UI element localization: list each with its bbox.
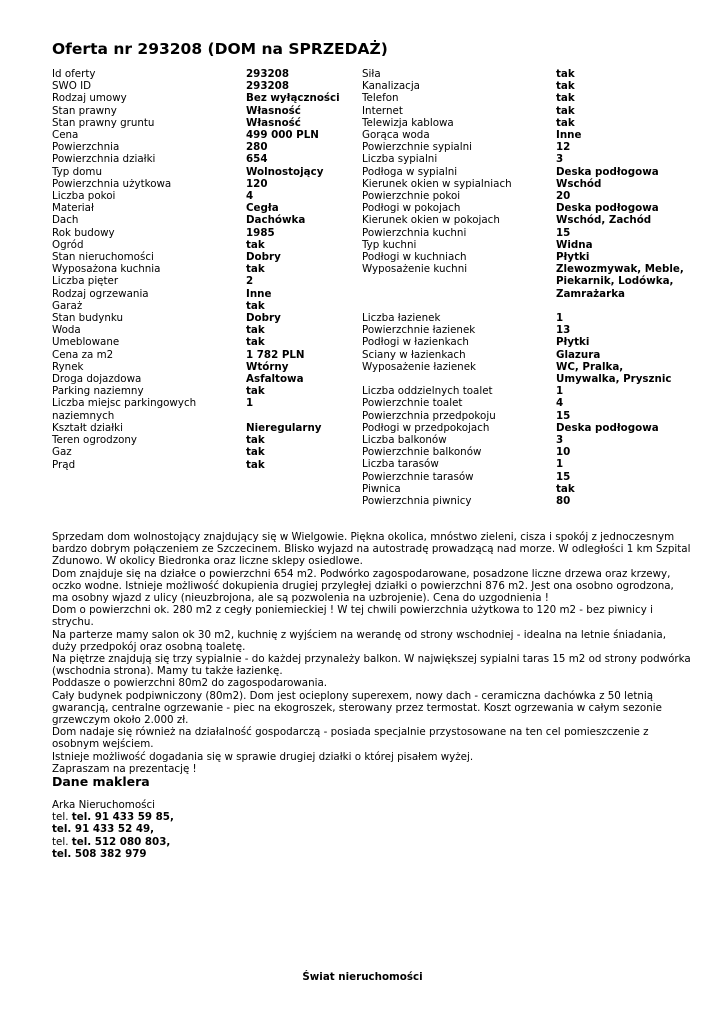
detail-label: Stan prawny gruntu [52, 116, 155, 129]
detail-label: Parking naziemny [52, 385, 144, 398]
detail-label: Rodzaj umowy [52, 92, 127, 105]
detail-label: Rodzaj ogrzewania [52, 287, 149, 300]
detail-row [52, 141, 362, 153]
detail-value: tak [556, 116, 575, 129]
detail-row [52, 251, 362, 263]
detail-row [52, 275, 362, 287]
broker-phone-3 [52, 836, 174, 848]
detail-row [52, 446, 362, 458]
detail-label: Rynek [52, 360, 84, 373]
detail-label: Kształt działki [52, 421, 123, 434]
detail-value: 499 000 PLN [246, 129, 319, 142]
details-right-column [362, 68, 687, 507]
description-paragraph: Zapraszam na prezentację ! [52, 762, 197, 775]
detail-row [362, 227, 687, 239]
detail-value: tak [246, 299, 265, 312]
detail-value: Własność [246, 116, 301, 129]
detail-value: tak [556, 104, 575, 117]
detail-value: tak [246, 336, 265, 349]
detail-row [52, 434, 362, 446]
description-paragraph: Dom nadaje się również na działalność gospodarczą - posiada specjalnie przystosowane na ten cel pomieszczenie z osobnym wejściem. [52, 726, 649, 751]
detail-label: Powierzchnia przedpokoju [362, 409, 496, 422]
description-paragraph: Cały budynek podpiwniczony (80m2). Dom jest ocieplony superexem, nowy dach - ceramiczna dachówka z 50 letnią gwarancją, centralne ogrzewanie - piec na ekogroszek, sterowany przez termostat. Koszt ogrzewania w całym sezonie grzewczym około 2.000 zł. [52, 689, 662, 727]
detail-label: Teren ogrodzony [52, 434, 138, 447]
detail-label: Liczba miejsc parkingowych naziemnych [52, 397, 197, 422]
detail-row [362, 263, 687, 300]
detail-value: tak [556, 92, 575, 105]
detail-label: Stan prawny [52, 104, 117, 117]
tel-prefix: tel. [52, 835, 69, 848]
detail-value: 15 [556, 409, 571, 422]
detail-row [362, 141, 687, 153]
detail-label: Podłoga w sypialni [362, 165, 458, 178]
detail-row [362, 324, 687, 336]
page-title: Oferta nr 293208 (DOM na SPRZEDAŻ) [52, 40, 388, 58]
detail-row [362, 446, 687, 458]
detail-row [362, 495, 687, 507]
detail-row [52, 227, 362, 239]
detail-row [52, 129, 362, 141]
detail-row [52, 105, 362, 117]
phone-number: tel. 91 433 52 49, [52, 823, 155, 836]
spacer [362, 300, 687, 312]
detail-value: Własność [246, 104, 301, 117]
broker-heading: Dane maklera [52, 774, 150, 789]
detail-value: Wtórny [246, 360, 289, 373]
detail-value: 4 [556, 397, 564, 410]
detail-row [362, 422, 687, 434]
detail-value: Dachówka [246, 214, 306, 227]
detail-row [362, 361, 687, 385]
detail-label: Liczba oddzielnych toalet [362, 385, 493, 398]
detail-row [362, 458, 687, 470]
detail-value: 293208 [246, 68, 289, 80]
detail-label: Podłogi w pokojach [362, 202, 461, 215]
detail-value: Deska podłogowa [556, 165, 659, 178]
detail-label: Ogród [52, 238, 84, 251]
detail-label: Rok budowy [52, 226, 115, 239]
detail-row [362, 190, 687, 202]
detail-value: 1 [556, 458, 564, 471]
detail-value: tak [246, 458, 265, 471]
detail-value: Wschód, Zachód [556, 214, 652, 227]
broker-agency: Arka Nieruchomości [52, 799, 156, 811]
detail-value: 280 [246, 141, 268, 154]
detail-row [362, 68, 687, 80]
detail-label: Piwnica [362, 482, 401, 495]
detail-row [362, 385, 687, 397]
detail-value: Dobry [246, 312, 281, 325]
detail-row [52, 336, 362, 348]
detail-value: 2 [246, 275, 254, 288]
detail-row [362, 129, 687, 141]
detail-label: Gaz [52, 446, 72, 459]
detail-label: Telefon [362, 92, 399, 105]
detail-row [52, 300, 362, 312]
detail-value: 293208 [246, 80, 289, 93]
description-paragraph: Na piętrze znajdują się trzy sypialnie - do każdej przynależy balkon. W największej sypialni taras 15 m2 od strony podwórka (wschodnia strona). Mamy tu także łazienkę. [52, 653, 691, 678]
detail-row [52, 312, 362, 324]
detail-row [362, 117, 687, 129]
detail-value: Płytki [556, 336, 590, 349]
footer-brand: Świat nieruchomości [302, 971, 423, 983]
detail-label: Wyposażenie kuchni [362, 263, 468, 276]
detail-label: Liczba balkonów [362, 434, 447, 447]
detail-label: Stan budynku [52, 312, 124, 325]
tel-prefix: tel. [52, 811, 69, 824]
detail-label: Powierzchnia działki [52, 153, 156, 166]
detail-row [362, 397, 687, 409]
detail-value: 15 [556, 226, 571, 239]
detail-row [362, 336, 687, 348]
detail-value: Glazura [556, 348, 601, 361]
detail-row [52, 166, 362, 178]
detail-label: Kanalizacja [362, 80, 420, 93]
detail-label: Gorąca woda [362, 129, 430, 142]
broker-phone-2 [52, 823, 174, 835]
detail-value: tak [556, 482, 575, 495]
detail-label: Kierunek okien w pokojach [362, 214, 500, 227]
detail-label: Prąd [52, 458, 76, 471]
detail-value: 13 [556, 324, 571, 337]
detail-row [52, 349, 362, 361]
description-paragraph: Poddasze o powierzchni 80m2 do zagospodarowania. [52, 677, 328, 690]
detail-label: Id oferty [52, 68, 96, 80]
detail-row [362, 349, 687, 361]
detail-label: Droga dojazdowa [52, 373, 142, 386]
detail-row [52, 385, 362, 397]
detail-value: tak [246, 446, 265, 459]
detail-value: 120 [246, 177, 268, 190]
detail-row [362, 92, 687, 104]
details-left-column [52, 68, 362, 471]
detail-label: Sciany w łazienkach [362, 348, 466, 361]
detail-row [362, 410, 687, 422]
detail-label: Liczba pięter [52, 275, 119, 288]
detail-value: Deska podłogowa [556, 202, 659, 215]
detail-label: Podłogi w przedpokojach [362, 421, 490, 434]
detail-label: Internet [362, 104, 403, 117]
detail-label: Wyposażenie łazienek [362, 360, 476, 373]
detail-value: Nieregularny [246, 421, 322, 434]
detail-value: tak [246, 263, 265, 276]
detail-label: Umeblowane [52, 336, 120, 349]
detail-label: Cena za m2 [52, 348, 114, 361]
detail-value: 654 [246, 153, 268, 166]
detail-value: 1 782 PLN [246, 348, 305, 361]
detail-value: Bez wyłączności [246, 92, 340, 105]
detail-label: Powierzchnia piwnicy [362, 495, 472, 508]
detail-value: 15 [556, 470, 571, 483]
detail-label: Powierzchnie tarasów [362, 470, 474, 483]
detail-label: Liczba łazienek [362, 312, 441, 325]
detail-row [52, 68, 362, 80]
detail-label: Garaż [52, 299, 83, 312]
detail-value: Deska podłogowa [556, 421, 659, 434]
detail-label: Telewizja kablowa [362, 116, 454, 129]
detail-value: 1 [556, 385, 564, 398]
detail-label: Liczba sypialni [362, 153, 438, 166]
detail-value: Wschód [556, 177, 602, 190]
detail-row [362, 251, 687, 263]
phone-number: tel. 508 382 979 [52, 847, 147, 860]
detail-label: Woda [52, 324, 81, 337]
description-paragraph: Na parterze mamy salon ok 30 m2, kuchnię z wyjściem na werandę od strony wschodniej - idealna na letnie śniadania, duży przedpokój oraz osobną toaletę. [52, 628, 666, 653]
detail-value: Zlewozmywak, Meble, Piekarnik, Lodówka, Zamrażarka [556, 263, 684, 300]
detail-row [52, 422, 362, 434]
detail-row [362, 312, 687, 324]
detail-label: Powierzchnie łazienek [362, 324, 476, 337]
detail-row [52, 202, 362, 214]
phone-number: tel. 512 080 803, [71, 835, 171, 848]
detail-label: Powierzchnia kuchni [362, 226, 467, 239]
detail-value: 12 [556, 141, 571, 154]
detail-row [362, 153, 687, 165]
broker-details [52, 799, 174, 860]
detail-label: Typ kuchni [362, 238, 417, 251]
detail-label: Siła [362, 68, 381, 80]
detail-value: tak [246, 324, 265, 337]
detail-row [362, 239, 687, 251]
detail-row [52, 397, 362, 421]
detail-value: 10 [556, 446, 571, 459]
description-paragraph: Istnieje możliwość dogadania się w sprawie drugiej działki o której pisałem wyżej. [52, 750, 474, 763]
phone-number: tel. 91 433 59 85, [71, 811, 174, 824]
detail-row [52, 288, 362, 300]
detail-value: Wolnostojący [246, 165, 324, 178]
detail-value: Dobry [246, 251, 281, 264]
detail-value: Cegła [246, 202, 279, 215]
detail-value: 1985 [246, 226, 275, 239]
detail-row [52, 92, 362, 104]
detail-row [362, 178, 687, 190]
detail-label: Liczba tarasów [362, 458, 439, 471]
broker-phone-1 [52, 811, 174, 823]
detail-row [52, 459, 362, 471]
detail-label: Powierzchnia użytkowa [52, 177, 172, 190]
detail-value: 1 [246, 397, 254, 410]
detail-value: 1 [556, 312, 564, 325]
detail-label: Podłogi w kuchniach [362, 251, 467, 264]
detail-label: Stan nieruchomości [52, 251, 154, 264]
detail-row [52, 190, 362, 202]
detail-label: Materiał [52, 202, 94, 215]
detail-row [362, 434, 687, 446]
detail-row [52, 361, 362, 373]
detail-row [52, 178, 362, 190]
detail-row [362, 202, 687, 214]
detail-row [52, 324, 362, 336]
detail-row [52, 373, 362, 385]
detail-row [52, 263, 362, 275]
detail-label: Dach [52, 214, 79, 227]
detail-row [362, 214, 687, 226]
detail-value: tak [246, 385, 265, 398]
detail-label: Cena [52, 129, 79, 142]
broker-phone-4 [52, 848, 174, 860]
detail-value: tak [246, 434, 265, 447]
detail-label: SWO ID [52, 80, 92, 93]
description [52, 531, 692, 775]
detail-value: Inne [246, 287, 272, 300]
detail-row [362, 80, 687, 92]
detail-value: tak [556, 80, 575, 93]
detail-row [362, 105, 687, 117]
detail-label: Liczba pokoi [52, 190, 116, 203]
detail-row [52, 117, 362, 129]
detail-value: 80 [556, 495, 571, 508]
detail-label: Kierunek okien w sypialniach [362, 177, 512, 190]
detail-value: Asfaltowa [246, 373, 304, 386]
detail-row [52, 153, 362, 165]
detail-label: Powierzchnie balkonów [362, 446, 482, 459]
detail-label: Powierzchnie pokoi [362, 190, 461, 203]
description-paragraph: Sprzedam dom wolnostojący znajdujący się w Wielgowie. Piękna okolica, mnóstwo zieleni, cisza i spokój z jednoczesnym bardzo dobrym połączeniem ze Szczecinem. Blisko wyjazd na autostradę prowadzącą nad morze. W odległości 1 km Szpital Zdunowo. W okolicy Biedronka oraz liczne sklepy osiedlowe. [52, 531, 691, 568]
detail-value: WC, Pralka, Umywalka, Prysznic [556, 360, 672, 386]
detail-value: Płytki [556, 251, 590, 264]
detail-row [52, 214, 362, 226]
detail-value: 4 [246, 190, 254, 203]
detail-value: tak [246, 238, 265, 251]
detail-value: Inne [556, 129, 582, 142]
detail-label: Powierzchnie toalet [362, 397, 463, 410]
detail-value: tak [556, 68, 575, 80]
detail-row [362, 166, 687, 178]
detail-value: 3 [556, 153, 564, 166]
detail-row [52, 239, 362, 251]
detail-value: 3 [556, 434, 564, 447]
detail-label: Powierzchnia [52, 141, 120, 154]
detail-label: Wyposażona kuchnia [52, 263, 161, 276]
description-paragraph: Dom znajduje się na działce o powierzchni 654 m2. Podwórko zagospodarowane, posadzone liczne drzewa oraz krzewy, oczko wodne. Istnieje możliwość dokupienia drugiej przyległej działki o powierzchni 876 m2. Jest ona osobno ogrodzona, ma osobny wjazd z ulicy (nieuzbrojona, ale są pozwolenia na uzbrojenie). Cena do uzgodnienia ! [52, 567, 674, 605]
detail-value: 20 [556, 190, 571, 203]
detail-row [362, 483, 687, 495]
detail-label: Powierzchnie sypialni [362, 141, 472, 154]
detail-row [362, 471, 687, 483]
description-paragraph: Dom o powierzchni ok. 280 m2 z cegły poniemieckiej ! W tej chwili powierzchnia użytkowa to 120 m2 - bez piwnicy i strychu. [52, 604, 653, 629]
detail-label: Podłogi w łazienkach [362, 336, 469, 349]
detail-label: Typ domu [52, 165, 102, 178]
detail-value: Widna [556, 238, 593, 251]
detail-row [52, 80, 362, 92]
